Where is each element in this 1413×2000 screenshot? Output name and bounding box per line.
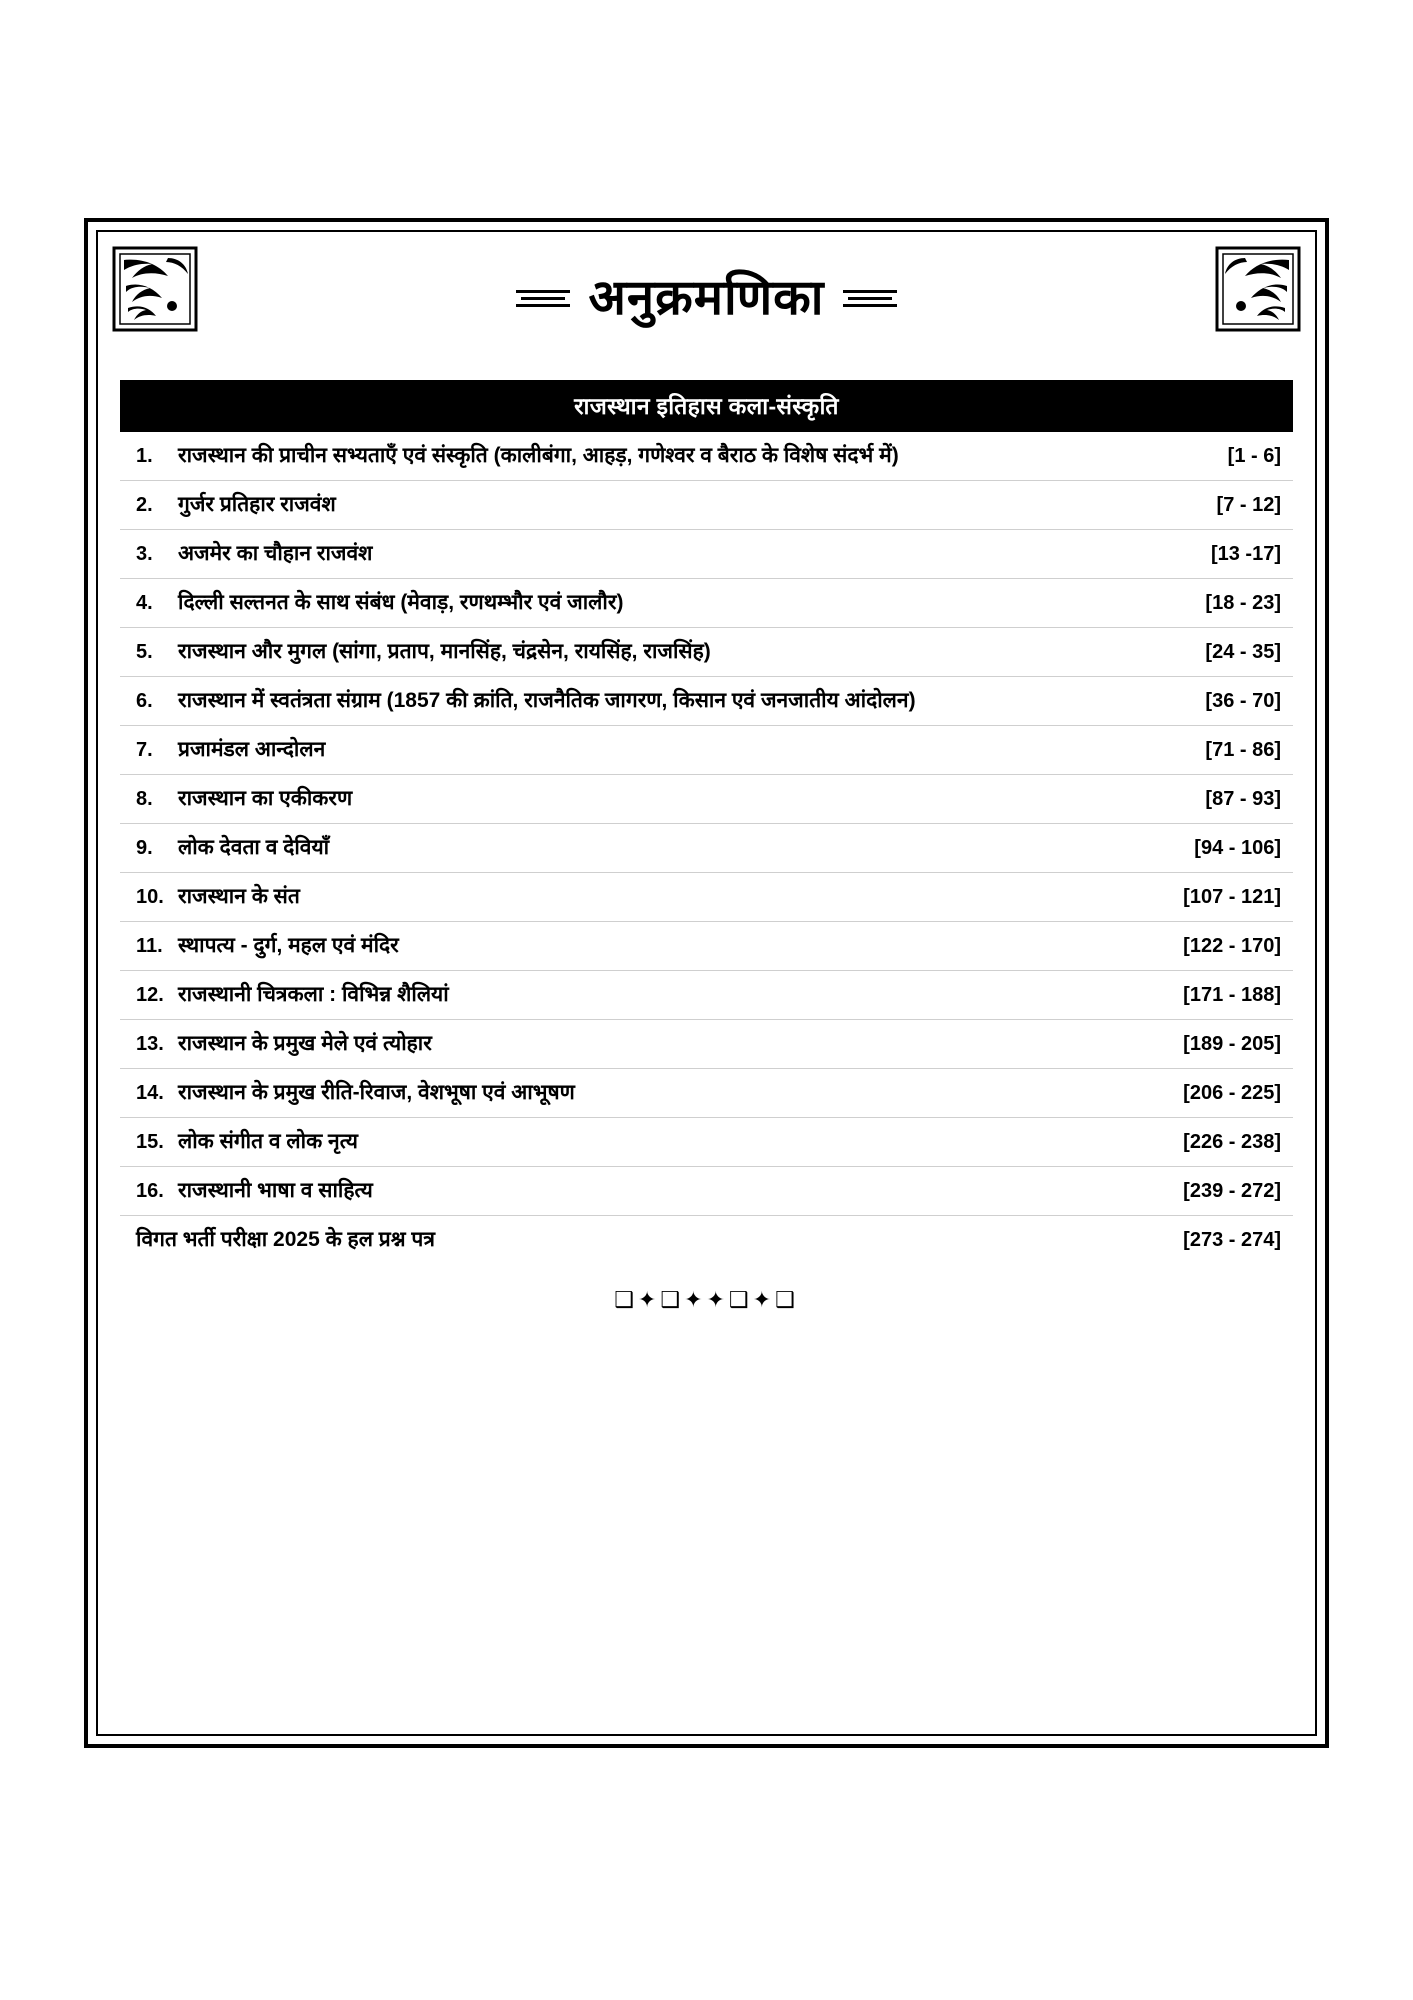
toc-title: राजस्थानी चित्रकला : विभिन्न शैलियां <box>178 983 449 1006</box>
toc-number: 16. <box>136 1180 164 1202</box>
toc-title: राजस्थानी भाषा व साहित्य <box>178 1179 373 1202</box>
toc-pages: [273 - 274] <box>1183 1229 1281 1251</box>
table-row[interactable] <box>120 971 1293 1020</box>
toc-number: 7. <box>136 739 153 761</box>
toc-pages: [18 - 23] <box>1205 592 1281 614</box>
table-row[interactable] <box>120 530 1293 579</box>
table-row[interactable] <box>120 873 1293 922</box>
toc-number: 3. <box>136 543 153 565</box>
page-inner-border <box>96 230 1317 1736</box>
toc-number: 12. <box>136 984 164 1006</box>
toc-title: राजस्थान के संत <box>178 885 300 908</box>
toc-number: 10. <box>136 886 164 908</box>
toc-pages: [107 - 121] <box>1183 886 1281 908</box>
table-row[interactable] <box>120 432 1293 481</box>
toc-pages: [13 -17] <box>1210 543 1281 565</box>
toc-number: 4. <box>136 592 153 614</box>
table-row-previous-papers[interactable] <box>120 1216 1293 1264</box>
table-row[interactable] <box>120 579 1293 628</box>
toc-title: राजस्थान के प्रमुख रीति-रिवाज, वेशभूषा एवं आभूषण <box>178 1081 575 1104</box>
toc-title: राजस्थान का एकीकरण <box>178 787 353 810</box>
table-row[interactable] <box>120 481 1293 530</box>
section-header: राजस्थान इतिहास कला-संस्कृति <box>120 380 1293 432</box>
bottom-flourish-icon: ❑✦❑✦✦❑✦❑ <box>614 1287 799 1312</box>
toc-number: 13. <box>136 1033 164 1055</box>
toc-pages: [36 - 70] <box>1205 690 1281 712</box>
table-row[interactable] <box>120 1020 1293 1069</box>
toc-number: 9. <box>136 837 153 859</box>
page-title: अनुक्रमणिका <box>588 271 825 325</box>
toc-title: स्थापत्य - दुर्ग, महल एवं मंदिर <box>178 934 399 957</box>
toc-number: 11. <box>136 935 163 957</box>
toc-pages: [94 - 106] <box>1194 837 1281 859</box>
table-row[interactable] <box>120 628 1293 677</box>
toc-title: राजस्थान और मुगल (सांगा, प्रताप, मानसिंह, चंद्रसेन, रायसिंह, राजसिंह) <box>178 640 711 663</box>
toc-pages: [206 - 225] <box>1183 1082 1281 1104</box>
toc-pages: [189 - 205] <box>1183 1033 1281 1055</box>
toc-title: लोक संगीत व लोक नृत्य <box>178 1130 358 1153</box>
toc-number: 15. <box>136 1131 164 1153</box>
toc-pages: [1 - 6] <box>1227 445 1281 467</box>
toc-title: राजस्थान के प्रमुख मेले एवं त्योहार <box>178 1032 432 1055</box>
toc-title: अजमेर का चौहान राजवंश <box>178 542 373 565</box>
toc-pages: [7 - 12] <box>1216 494 1281 516</box>
toc-number: 8. <box>136 788 153 810</box>
toc-pages: [71 - 86] <box>1205 739 1281 761</box>
table-row[interactable] <box>120 775 1293 824</box>
title-decoration-right-icon <box>843 290 897 307</box>
table-row[interactable] <box>120 1069 1293 1118</box>
page-title-row <box>98 271 1315 325</box>
toc-pages: [87 - 93] <box>1205 788 1281 810</box>
table-row[interactable] <box>120 677 1293 726</box>
title-decoration-left-icon <box>516 290 570 307</box>
table-row[interactable] <box>120 726 1293 775</box>
table-row[interactable] <box>120 1167 1293 1216</box>
toc-pages: [239 - 272] <box>1183 1180 1281 1202</box>
toc-title: राजस्थान की प्राचीन सभ्यताएँ एवं संस्कृति (कालीबंगा, आहड़, गणेश्वर व बैराठ के विशेष संदर्भ में) <box>178 444 899 467</box>
table-row[interactable] <box>120 1118 1293 1167</box>
toc-pages: [226 - 238] <box>1183 1131 1281 1153</box>
toc-title: गुर्जर प्रतिहार राजवंश <box>178 493 336 516</box>
toc-number: 5. <box>136 641 153 663</box>
toc-title: राजस्थान में स्वतंत्रता संग्राम (1857 की क्रांति, राजनैतिक जागरण, किसान एवं जनजातीय आंदोलन) <box>178 689 916 712</box>
toc-number: 1. <box>136 445 153 467</box>
table-row[interactable] <box>120 922 1293 971</box>
toc-pages: [122 - 170] <box>1183 935 1281 957</box>
toc-number: 6. <box>136 690 153 712</box>
toc-number: 2. <box>136 494 153 516</box>
toc-title: विगत भर्ती परीक्षा 2025 के हल प्रश्न पत्र <box>136 1228 435 1251</box>
toc-title: प्रजामंडल आन्दोलन <box>178 738 326 761</box>
toc-title: दिल्ली सल्तनत के साथ संबंध (मेवाड़, रणथम्भौर एवं जालौर) <box>178 591 624 614</box>
toc-number: 14. <box>136 1082 164 1104</box>
table-of-contents <box>120 380 1293 1264</box>
toc-pages: [171 - 188] <box>1183 984 1281 1006</box>
table-row[interactable] <box>120 824 1293 873</box>
toc-pages: [24 - 35] <box>1205 641 1281 663</box>
toc-title: लोक देवता व देवियाँ <box>178 836 330 859</box>
book-page <box>84 218 1329 1748</box>
